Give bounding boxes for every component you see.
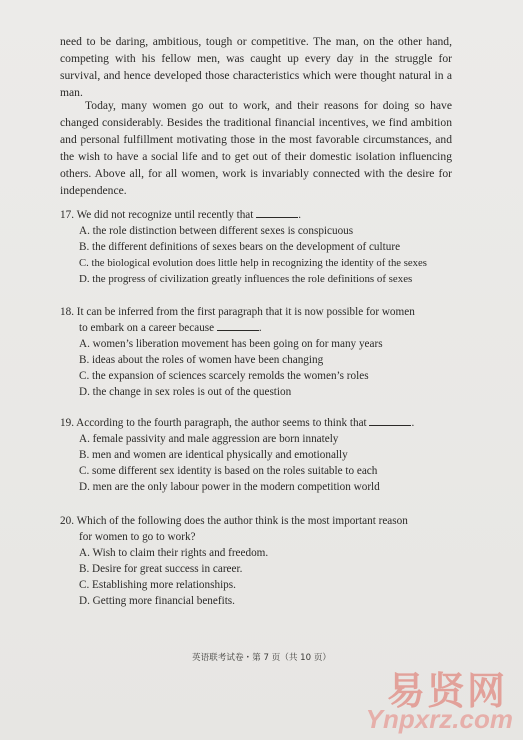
question-stem — [60, 207, 460, 223]
stem-end: . — [258, 322, 262, 334]
option-a: A. female passivity and male aggression are born innately — [79, 433, 339, 445]
option-d: D. men are the only labour power in the modern competition world — [79, 481, 380, 493]
question-20 — [60, 513, 460, 609]
site-watermark — [357, 660, 517, 736]
passage-paragraph: Today, many women go out to work, and their reasons for doing so have changed considerably. Besides the traditional financial incentives, we find ambition and personal fulfillment motivating those in the most favorable circumstances, and the wish to have a social life and to get out of their domestic isolation influencing others. Above all, for all women, work is invariably connected with the desire for independence. — [60, 99, 452, 197]
option-c: C. the expansion of sciences scarcely remolds the women’s roles — [79, 370, 369, 382]
question-number: 18. — [60, 306, 74, 318]
option-a: A. women’s liberation movement has been going on for many years — [79, 338, 383, 350]
passage-paragraph: need to be daring, ambitious, tough or competitive. The man, on the other hand, competing with his fellow men, was caught up every day in the struggle for survival, and hence developed those characteristics which were thought natural in a man. — [60, 35, 452, 99]
option-a: A. the role distinction between different sexes is conspicuous — [79, 225, 354, 237]
option-c: C. Establishing more relationships. — [79, 579, 236, 591]
page-footer: 英语联考试卷・第 7 页（共 10 页） — [191, 653, 332, 663]
question-text-cont: for women to go to work? — [79, 531, 196, 543]
question-18 — [60, 304, 460, 400]
watermark-en-text: Ynpxrz.com — [365, 704, 513, 734]
option-b: B. men and women are identical physically and emotionally — [79, 449, 348, 461]
question-number: 19. — [60, 417, 74, 429]
stem-end: . — [411, 417, 415, 429]
question-text-cont: to embark on a career because — [79, 322, 215, 334]
question-number: 20. — [60, 515, 74, 527]
option-c: C. the biological evolution does little help in recognizing the identity of the sexes — [79, 257, 427, 269]
question-stem — [60, 304, 460, 336]
question-text: It can be inferred from the first paragraph that it is now possible for women — [76, 306, 415, 318]
option-b: B. Desire for great success in career. — [79, 563, 243, 575]
question-text: We did not recognize until recently that — [76, 209, 254, 221]
answer-blank — [217, 320, 259, 331]
option-c: C. some different sex identity is based on the roles suitable to each — [79, 465, 378, 477]
stem-end: . — [298, 209, 301, 221]
answer-blank — [256, 207, 298, 218]
option-d: D. the change in sex roles is out of the question — [79, 386, 292, 398]
answer-blank — [369, 415, 411, 426]
question-17 — [60, 207, 460, 287]
question-19 — [60, 415, 460, 495]
option-b: B. the different definitions of sexes bears on the development of culture — [79, 241, 401, 253]
question-text: According to the fourth paragraph, the author seems to think that — [76, 417, 367, 429]
option-d: D. Getting more financial benefits. — [79, 595, 235, 607]
watermark-cn-text: 易贤网 — [386, 669, 507, 713]
option-b: B. ideas about the roles of women have been changing — [79, 354, 324, 366]
question-stem — [60, 415, 460, 431]
question-text: Which of the following does the author think is the most important reason — [76, 515, 408, 527]
question-stem — [60, 513, 460, 545]
option-a: A. Wish to claim their rights and freedom. — [79, 547, 269, 559]
question-number: 17. — [60, 209, 74, 221]
option-d: D. the progress of civilization greatly influences the role definitions of sexes — [79, 273, 413, 285]
